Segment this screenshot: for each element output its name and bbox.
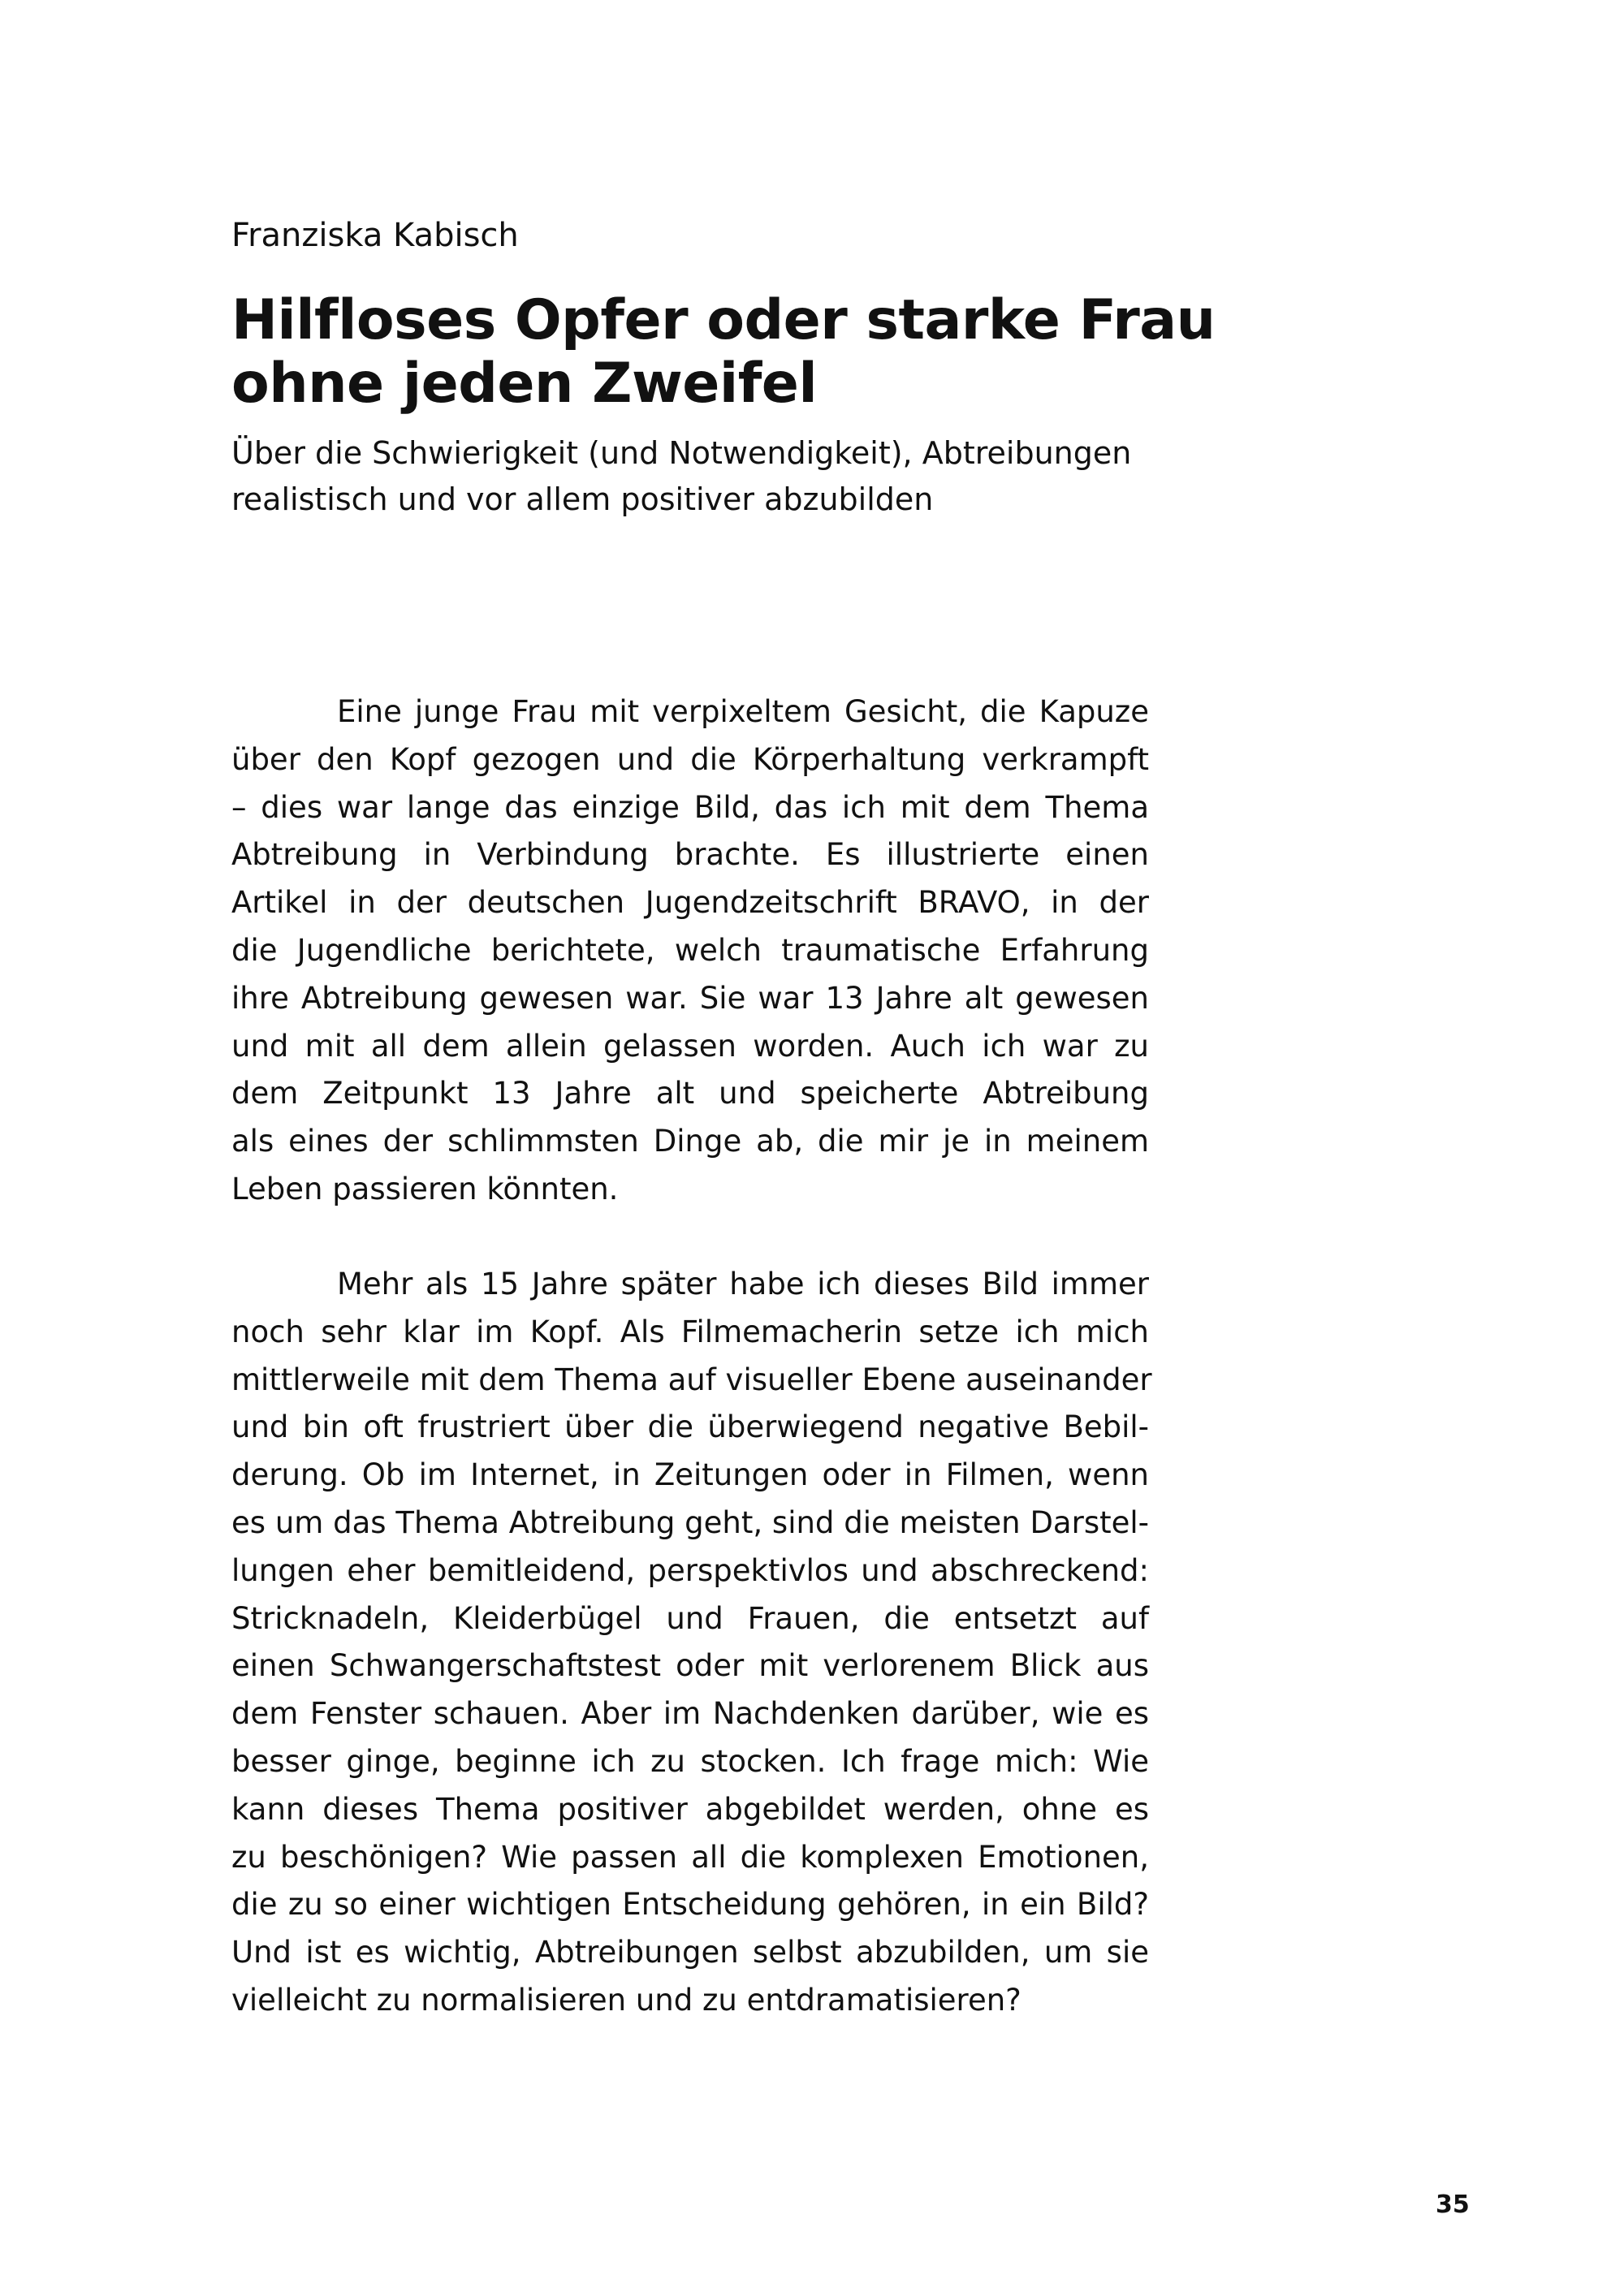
body-paragraph-1: [231, 688, 1149, 1214]
text-line: zu beschönigen? Wie passen all die komplexen Emotionen,: [231, 1839, 1149, 1875]
text-line: Stricknadeln, Kleiderbügel und Frauen, die entsetzt auf: [231, 1600, 1149, 1636]
subtitle-line: realistisch und vor allem positiver abzubilden: [231, 481, 934, 517]
title-line: Hilfloses Opfer oder starke Frau: [231, 288, 1216, 352]
text-line: die zu so einer wichtigen Entscheidung gehören, in ein Bild?: [231, 1887, 1149, 1923]
body-paragraph-2: [231, 1261, 1152, 2025]
subtitle-line: Über die Schwierigkeit (und Notwendigkeit), Abtreibungen: [231, 435, 1132, 471]
title-line: ohne jeden Zweifel: [231, 352, 818, 416]
page-number: 35: [1436, 2191, 1470, 2219]
text-line: ihre Abtreibung gewesen war. Sie war 13 Jahre alt gewesen: [231, 980, 1149, 1016]
text-line: über den Kopf gezogen und die Körperhaltung verkrampft: [231, 741, 1149, 777]
text-line: dem Fenster schauen. Aber im Nachdenken darüber, wie es: [231, 1696, 1149, 1732]
text-line: Mehr als 15 Jahre später habe ich dieses Bild immer: [337, 1267, 1149, 1301]
text-line: vielleicht zu normalisieren und zu entdramatisieren?: [231, 1982, 1021, 2018]
article-subtitle: [231, 430, 1303, 523]
text-line: noch sehr klar im Kopf. Als Filmemacherin setze ich mich: [231, 1314, 1149, 1349]
text-line: – dies war lange das einzige Bild, das ich mit dem Thema: [231, 789, 1149, 825]
text-line: Eine junge Frau mit verpixeltem Gesicht, die Kapuze: [337, 694, 1149, 729]
text-line: es um das Thema Abtreibung geht, sind die meisten Darstel-: [231, 1504, 1149, 1540]
text-line: Und ist es wichtig, Abtreibungen selbst abzubilden, um sie: [231, 1935, 1149, 1970]
text-line: Leben passieren könnten.: [231, 1171, 619, 1206]
text-line: dem Zeitpunkt 13 Jahre alt und speicherte Abtreibung: [231, 1076, 1149, 1111]
author-name: Franziska Kabisch: [231, 217, 519, 254]
text-line: und bin oft frustriert über die überwiegend negative Bebil-: [231, 1409, 1149, 1445]
text-line: Abtreibung in Verbindung brachte. Es illustrierte einen: [231, 837, 1149, 873]
text-line: lungen eher bemitleidend, perspektivlos und abschreckend:: [231, 1552, 1149, 1588]
text-line: derung. Ob im Internet, in Zeitungen oder in Filmen, wenn: [231, 1457, 1149, 1493]
text-line: als eines der schlimmsten Dinge ab, die mir je in meinem: [231, 1124, 1149, 1159]
text-line: kann dieses Thema positiver abgebildet werden, ohne es: [231, 1791, 1149, 1827]
text-line: die Jugendliche berichtete, welch traumatische Erfahrung: [231, 932, 1149, 968]
article-title: [231, 289, 1336, 416]
text-line: besser ginge, beginne ich zu stocken. Ich frage mich: Wie: [231, 1743, 1149, 1779]
text-line: einen Schwangerschaftstest oder mit verlorenem Blick aus: [231, 1648, 1149, 1684]
text-line: Artikel in der deutschen Jugendzeitschrift BRAVO, in der: [231, 885, 1149, 921]
text-line: und mit all dem allein gelassen worden. Auch ich war zu: [231, 1028, 1149, 1064]
text-line: mittlerweile mit dem Thema auf visueller Ebene auseinander: [231, 1362, 1152, 1397]
